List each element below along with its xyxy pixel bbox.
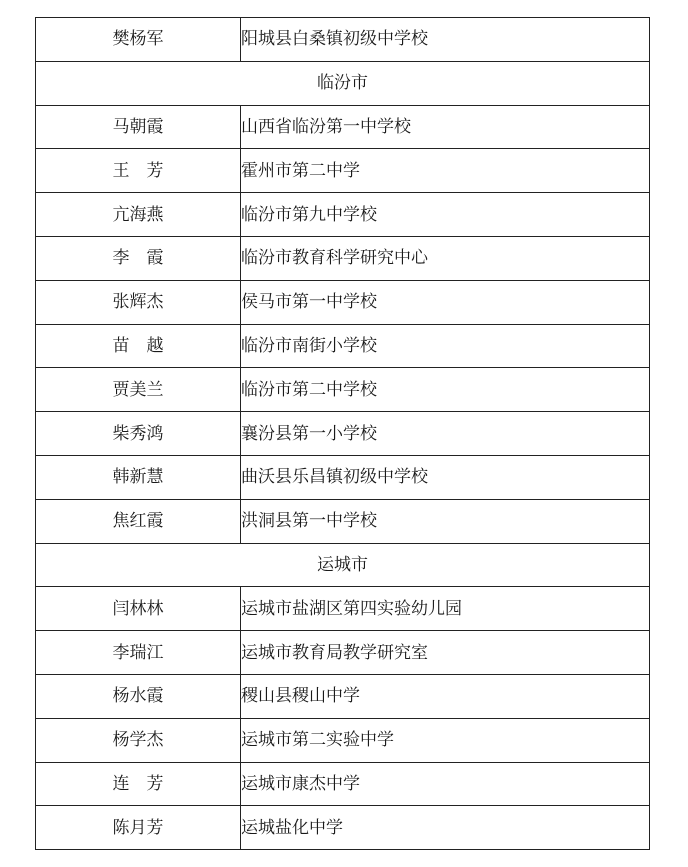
table-row [36,674,650,718]
table-row [36,368,650,412]
person-name-cell [36,280,241,324]
table-row [36,280,650,324]
table-row [36,455,650,499]
person-name-cell [36,236,241,280]
person-name-cell [36,193,241,237]
person-name: 王 芳 [112,160,164,181]
school-name: 运城市第二实验中学 [241,718,650,762]
city-header: 临汾市 [36,61,650,105]
person-name: 闫林林 [112,598,164,619]
person-name-cell [36,631,241,675]
person-name: 韩新慧 [112,467,164,488]
table-row [36,105,650,149]
school-name: 曲沃县乐昌镇初级中学校 [241,455,650,499]
table-row [36,806,650,850]
person-name-cell [36,149,241,193]
person-name-cell [36,587,241,631]
school-name: 临汾市第二中学校 [241,368,650,412]
roster-sheet [35,17,650,850]
person-name-cell [36,499,241,543]
person-name-cell [36,806,241,850]
school-name: 襄汾县第一小学校 [241,412,650,456]
table-row [36,499,650,543]
school-name: 稷山县稷山中学 [241,674,650,718]
person-name-cell [36,18,241,62]
person-name: 贾美兰 [112,379,164,400]
person-name: 柴秀鸿 [112,423,164,444]
school-name: 临汾市第九中学校 [241,193,650,237]
person-name: 杨学杰 [112,730,164,751]
person-name: 连 芳 [112,773,164,794]
person-name-cell [36,368,241,412]
school-name: 阳城县白桑镇初级中学校 [241,18,650,62]
city-header-row [36,543,650,587]
person-name: 苗 越 [112,335,164,356]
table-row [36,587,650,631]
school-name: 运城盐化中学 [241,806,650,850]
table-row [36,762,650,806]
table-row [36,193,650,237]
table-row [36,236,650,280]
person-name: 李瑞江 [112,642,164,663]
person-name-cell [36,718,241,762]
table-row [36,631,650,675]
school-name: 山西省临汾第一中学校 [241,105,650,149]
school-name: 洪洞县第一中学校 [241,499,650,543]
table-row [36,324,650,368]
city-header-row [36,61,650,105]
table-row [36,18,650,62]
person-name: 杨水霞 [112,686,164,707]
table-row [36,718,650,762]
table-row [36,412,650,456]
person-name-cell [36,762,241,806]
roster-table-body [36,18,650,850]
school-name: 侯马市第一中学校 [241,280,650,324]
person-name-cell [36,324,241,368]
person-name-cell [36,105,241,149]
school-name: 运城市康杰中学 [241,762,650,806]
person-name: 张辉杰 [112,292,164,313]
person-name-cell [36,674,241,718]
school-name: 临汾市教育科学研究中心 [241,236,650,280]
person-name: 李 霞 [112,248,164,269]
school-name: 运城市教育局教学研究室 [241,631,650,675]
person-name: 焦红霞 [112,511,164,532]
school-name: 临汾市南街小学校 [241,324,650,368]
school-name: 运城市盐湖区第四实验幼儿园 [241,587,650,631]
roster-table [35,17,650,850]
person-name-cell [36,455,241,499]
person-name: 亢海燕 [112,204,164,225]
person-name: 樊杨军 [112,29,164,50]
table-row [36,149,650,193]
person-name: 陈月芳 [112,817,164,838]
school-name: 霍州市第二中学 [241,149,650,193]
city-header: 运城市 [36,543,650,587]
person-name: 马朝霞 [112,116,164,137]
person-name-cell [36,412,241,456]
